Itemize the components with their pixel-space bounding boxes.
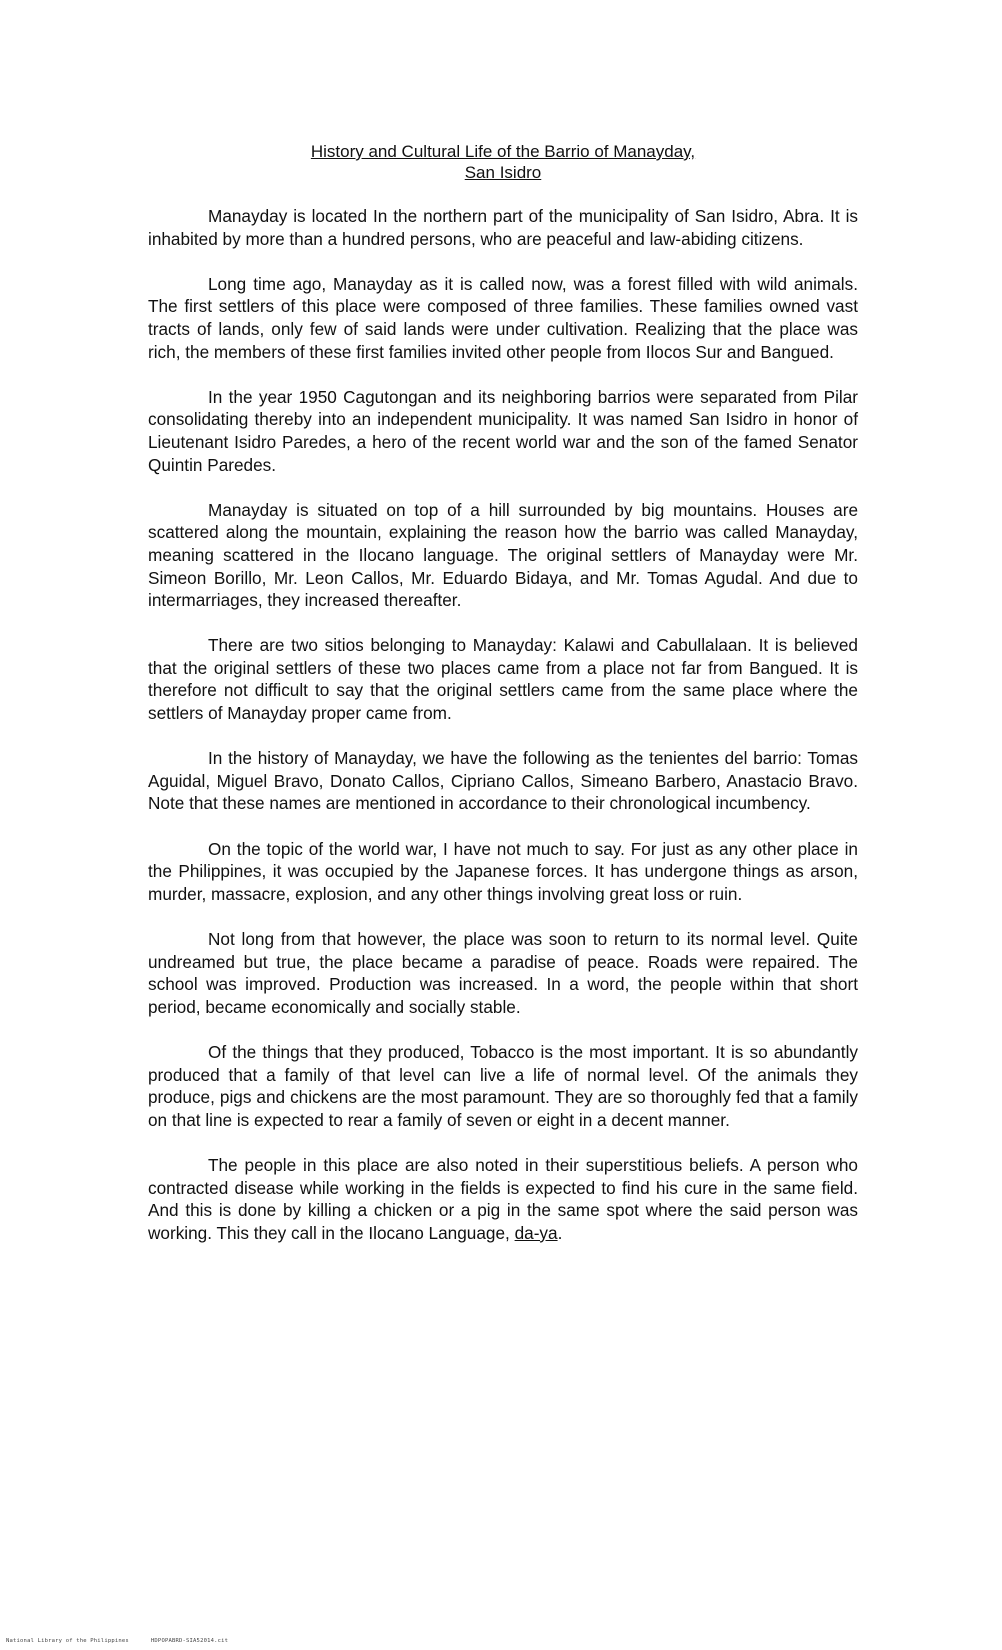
paragraph-location: Manayday is located In the northern part of the municipality of San Isidro, Abra. It is inhabited by more than a hundred persons, who are peaceful and law-abiding citizens.: [148, 206, 858, 249]
paragraph-municipality: In the year 1950 Cagutongan and its neighboring barrios were separated from Pilar consolidating thereby into an independent municipality. It was named San Isidro in honor of Lieutenant Isidro Paredes, a hero of the recent world war and the son of the famed Senator Quintin Paredes.: [148, 386, 858, 475]
superstitions-text: The people in this place are also noted in their superstitious beliefs. A person who contracted disease while working in the fields is expected to find his cure in the same field. And this is done by killing a chicken or a pig in the same spot where the said person was working. This they call in the Ilocano Language,: [148, 1154, 858, 1243]
footer-code: HDPOPABRD-SIA52014.cit: [150, 1638, 229, 1644]
paragraph-recovery: Not long from that however, the place was soon to return to its normal level. Quite undreamed but true, the place became a paradise of peace. Roads were repaired. The school was improved. Production was increased. In a word, the people within that short period, became economically and socially stable.: [148, 929, 858, 1017]
page-footer: [6, 1638, 228, 1644]
ilocano-term: da-ya: [514, 1222, 558, 1243]
paragraph-early-history: Long time ago, Manayday as it is called now, was a forest filled with wild animals. The first settlers of this place were composed of three families. These families owned vast tracts of lands, only few of said lands were under cultivation. Realizing that the place was rich, the members of these first families invited other people from Ilocos Sur and Bangued.: [148, 273, 858, 362]
paragraph-tenientes: In the history of Manayday, we have the following as the tenientes del barrio: Tomas Aguidal, Miguel Bravo, Donato Callos, Cipriano Callos, Simeano Barbero, Anastacio Bravo. Note that these names are mentioned in accordance to their chronological incumbency.: [148, 748, 858, 814]
document-body: [148, 205, 858, 1267]
paragraph-world-war: On the topic of the world war, I have not much to say. For just as any other place in the Philippines, it was occupied by the Japanese forces. It has undergone things as arson, murder, massacre, explosion, and any other things involving great loss or ruin.: [148, 838, 858, 904]
title-line-1: [148, 141, 858, 162]
superstitions-end: .: [557, 1222, 563, 1243]
paragraph-name-origin: Manayday is situated on top of a hill surrounded by big mountains. Houses are scattered along the mountain, explaining the reason how the barrio was called Manayday, meaning scattered in the Ilocano language. The original settlers of Manayday were Mr. Simeon Borillo, Mr. Leon Callos, Mr. Eduardo Bidaya, and Mr. Tomas Agudal. And due to intermarriages, they increased thereafter.: [148, 499, 858, 611]
title-text-1: History and Cultural Life of the Barrio of Manayday,: [310, 142, 696, 161]
title-text-2: San Isidro: [464, 163, 542, 182]
paragraph-products: Of the things that they produced, Tobacco is the most important. It is so abundantly produced that a family of that level can live a life of normal level. Of the animals they produce, pigs and chickens are the most paramount. They are so thoroughly fed that a family on that line is expected to rear a family of seven or eight in a decent manner.: [148, 1041, 858, 1130]
footer-library: National Library of the Philippines: [6, 1638, 129, 1644]
paragraph-superstitions: [148, 1154, 858, 1244]
paragraph-sitios: There are two sitios belonging to Manayday: Kalawi and Cabullalaan. It is believed that the original settlers of these two places came from a place not far from Bangued. It is therefore not difficult to say that the original settlers came from the same place where the settlers of Manayday proper came from.: [148, 635, 858, 724]
document-title: [148, 141, 858, 183]
title-line-2: [148, 162, 858, 183]
